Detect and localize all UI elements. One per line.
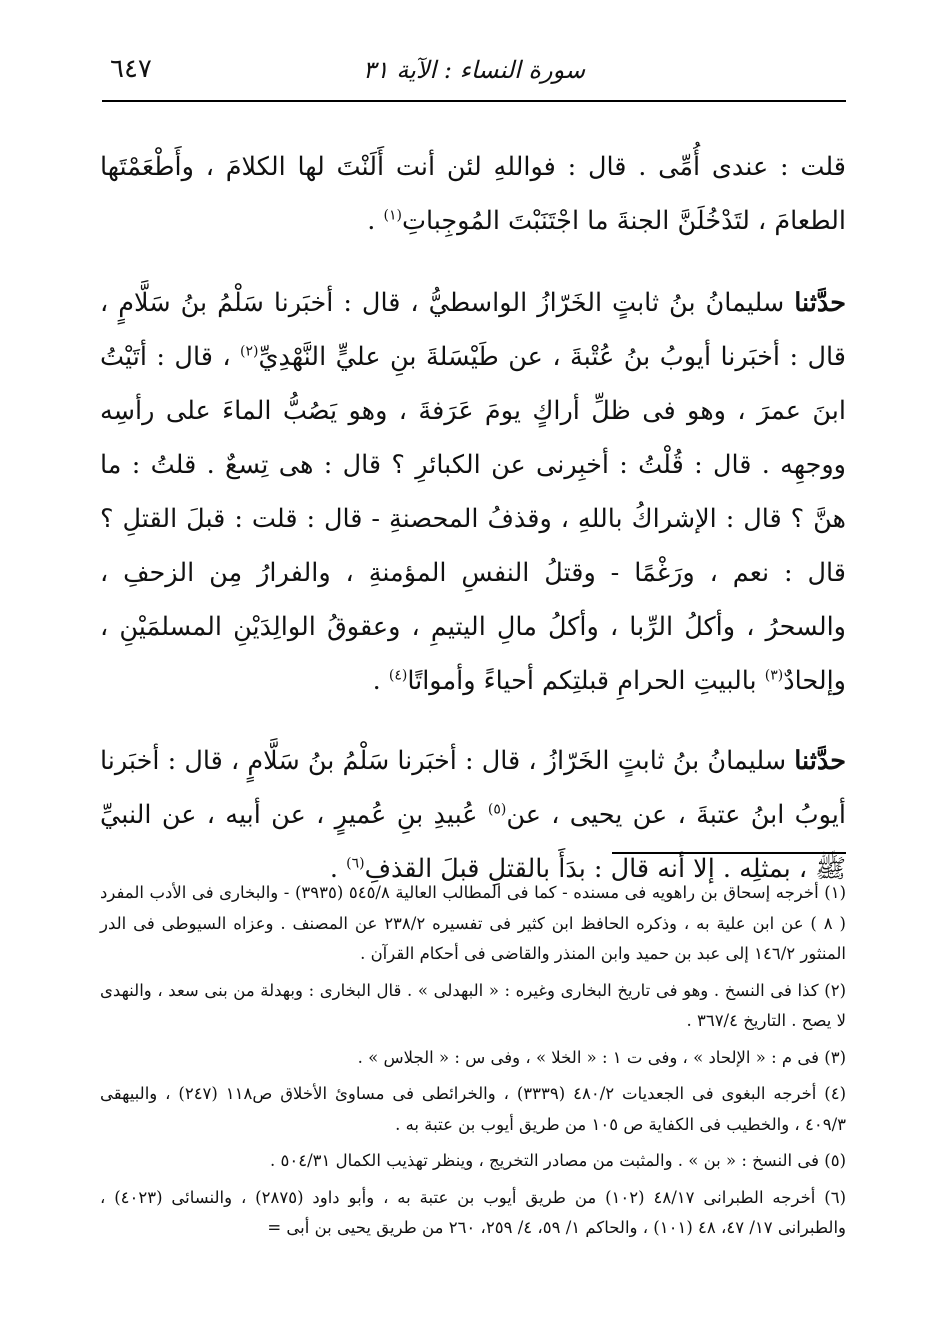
- paragraph-2-tail-2: بالبيتِ الحرامِ قبلتِكم أحياءً وأمواتًا: [407, 666, 765, 696]
- paragraph-2: [100, 276, 846, 708]
- footnote-4: (٤) أخرجه البغوى فى الجعديات ٤٨٠/٢ (٣٣٣٩) ، والخرائطى فى مساوئ الأخلاق ص١١٨ (٢٤٧) ، والبيهقى ٤٠٩/٣ ، والخطيب فى الكفاية ص ١٠٥ من طريق أيوب بن عتبة به .: [100, 1084, 847, 1134]
- paragraph-3: [100, 734, 846, 896]
- hadith-lead: حدَّثنا: [794, 288, 846, 318]
- footnote-ref-1: (١): [383, 207, 402, 224]
- page-number: ٦٤٧: [110, 54, 152, 84]
- paragraph-1: [100, 140, 846, 248]
- footnote-6: (٦) أخرجه الطبرانى ٤٨/١٧ (١٠٢) من طريق أيوب بن عتبة به ، وأبو داود (٢٨٧٥) ، والنسائى (٤٠٢٣) ، والطبرانى ١٧/ ٤٧، ٤٨ (١٠١) ، والحاكم ١/ ٥٩، ٤/ ٢٥٩، ٢٦٠ من طريق يحيى بن أبى =: [100, 1187, 846, 1237]
- main-text: [100, 140, 846, 896]
- footnote-1: (١) أخرجه إسحاق بن راهويه فى مسنده - كما فى المطالب العالية ٥٤٥/٨ (٣٩٣٥) - والبخارى فى الأدب المفرد ( ٨ ) عن ابن علية به ، وذكره الحافظ ابن كثير فى تفسيره ٢٣٨/٢ عن المصنف . وعزاه السيوطى فى الدر المنثور ١٤٦/٢ إلى عبد بن حميد وابن المنذر والقاضى فى أحكام القرآن .: [100, 883, 846, 963]
- running-title: سورة النساء : الآية ٣١: [362, 56, 586, 84]
- footnote-ref-4: (٤): [388, 667, 408, 684]
- paragraph-3-tail-2: .: [329, 854, 347, 884]
- paragraph-2-tail-3: .: [372, 666, 389, 696]
- footnote-ref-3: (٣): [764, 667, 784, 684]
- page-header: [102, 48, 846, 94]
- footnotes: [100, 878, 846, 1244]
- footnote-ref-5: (٥): [487, 801, 507, 818]
- paragraph-2-tail: ، قال : أتَيْتُ ابنَ عمرَ ، وهو فى ظلِّ أراكٍ يومَ عَرَفةَ ، وهو يَصُبُّ الماءَ على رأسِه ووجهِه . قال : قُلْتُ : أخبِرنى عن الكبائرِ ؟ قال : هى تِسعٌ . قلتُ : ما هنَّ ؟ قال : الإشراكُ باللهِ ، وقذفُ المحصنةِ - قال : قلت : قبلَ القتلِ ؟ قال : نعم ، ورَغْمًا - وقتلُ النفسِ المؤمنةِ ، والفرارُ مِن الزحفِ ، والسحرُ ، وأكلُ الرِّبا ، وأكلُ مالِ اليتيمِ ، وعقوقُ الوالِدَيْنِ المسلمَيْنِ ، وإلحادٌ: [100, 342, 846, 696]
- paragraph-1-tail: .: [367, 206, 384, 236]
- header-rule: [102, 100, 846, 102]
- footnote-2: (٢) كذا فى النسخ . وهو فى تاريخ البخارى وغيره : « البهدلى » . قال البخارى : وبهدلة من بنى سعد ، والنهدى لا يصح . التاريخ ٣٦٧/٤ .: [100, 980, 846, 1030]
- footnote-separator: [612, 852, 846, 854]
- paragraph-2-text: سليمانُ بنُ ثابتٍ الخَرّازُ الواسطيُّ ، قال : أخبَرنا سَلْمُ بنُ سَلَّامٍ ، قال : أخبَرنا أيوبُ بنُ عُتْبةَ ، عن طَيْسَلةَ بنِ عليٍّ النَّهْدِيِّ: [100, 288, 846, 372]
- paragraph-1-text: قلت : عندى أُمِّى . قال : فواللهِ لئن أنت أَلَنْتَ لها الكلامَ ، وأَطْعَمْتَها الطعامَ ، لتَدْخُلَنَّ الجنةَ ما اجْتَنَبْتَ المُوجِباتِ: [100, 152, 846, 236]
- paragraph-3-text: سليمانُ بنُ ثابتٍ الخَرّازُ ، قال : أخبَرنا سَلْمُ بنُ سَلَّامٍ ، قال : أخبَرنا أيوبُ ابنُ عتبةَ ، عن يحيى ، عن: [100, 746, 846, 830]
- footnote-ref-2: (٢): [240, 343, 259, 360]
- footnote-3: (٣) فى م : « الإلحاد » ، وفى ت ١ : « الخلا » ، وفى س : « الجلاس » .: [357, 1047, 846, 1067]
- hadith-lead: حدَّثنا: [794, 746, 846, 776]
- paragraph-3-tail: عُبيدِ بنِ عُميرٍ ، عن أبيه ، عن النبيِّ ﷺ ، بمثلِه . إلا أنه قال : بدَأَ بالقتلِ قبلَ القذفِ: [100, 800, 846, 884]
- footnote-ref-6: (٦): [346, 855, 365, 872]
- footnote-5: (٥) فى النسخ : « بن » . والمثبت من مصادر التخريج ، وينظر تهذيب الكمال ٥٠٤/٣١ .: [270, 1151, 846, 1170]
